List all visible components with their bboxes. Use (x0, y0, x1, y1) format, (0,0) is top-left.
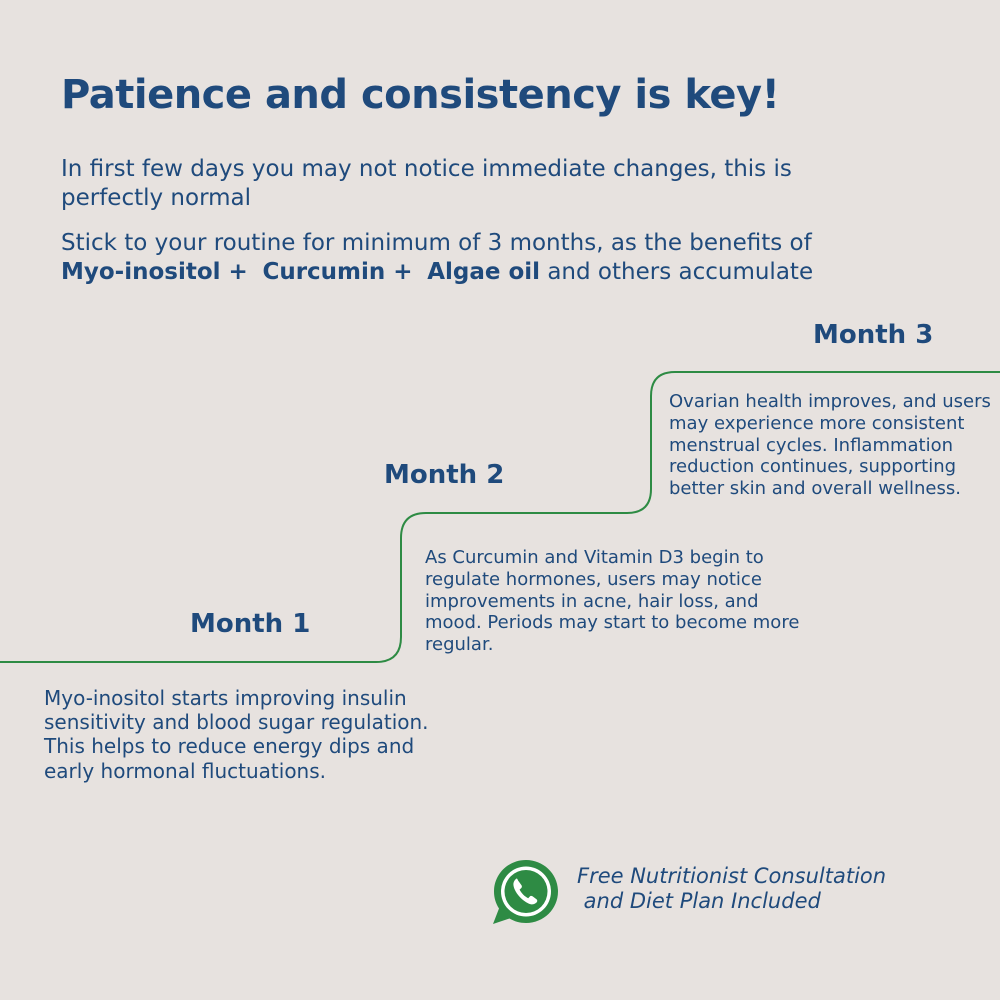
month-2-description: As Curcumin and Vitamin D3 begin to regulate hormones, users may notice improvements in acne, hair loss, and mood. Periods may start to become more regular. (425, 547, 800, 656)
consultation-line-1: Free Nutritionist Consultation (577, 864, 887, 888)
consultation-line-2: and Diet Plan Included (577, 889, 821, 913)
month-1-description: Myo-inositol starts improving insulin sensitivity and blood sugar regulation. This helps to reduce energy dips and early hormonal fluctuations. (44, 686, 429, 783)
ingredient-curcumin: Curcumin + (262, 259, 413, 285)
month-2-label: Month 2 (384, 460, 505, 490)
routine-prefix: Stick to your routine for minimum of 3 months, as the benefits of (61, 230, 812, 256)
whatsapp-icon (490, 856, 562, 928)
intro-text: In first few days you may not notice immediate changes, this is perfectly normal (61, 156, 792, 211)
ingredient-myo-inositol: Myo-inositol + (61, 259, 248, 285)
consultation-note (577, 864, 886, 914)
month-3-description: Ovarian health improves, and users may experience more consistent menstrual cycles. Inflammation reduction continues, supporting better skin and overall wellness. (669, 391, 991, 500)
month-1-label: Month 1 (190, 609, 311, 639)
month-3-label: Month 3 (813, 320, 934, 350)
page-title: Patience and consistency is key! (61, 72, 780, 118)
routine-suffix: and others accumulate (540, 259, 814, 285)
ingredient-algae-oil: Algae oil (427, 259, 541, 285)
